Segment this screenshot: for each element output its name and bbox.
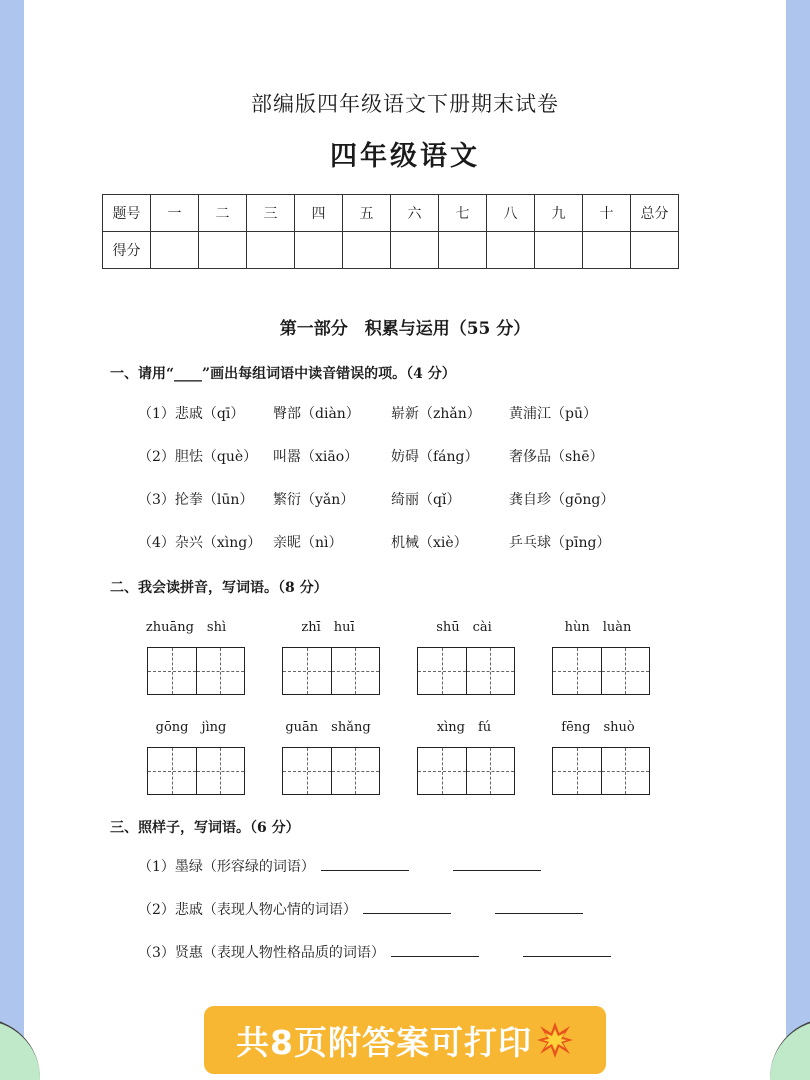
score-cell[interactable]	[583, 232, 631, 269]
word-option[interactable]: 乒乓球（pīng）	[509, 535, 611, 551]
score-cell[interactable]	[295, 232, 343, 269]
word-option[interactable]: 妨碍（fáng）	[391, 449, 479, 465]
pinyin-label: zhuāng shì	[145, 620, 227, 635]
word-option[interactable]: 繁衍（yǎn）	[273, 492, 355, 508]
pinyin-label: guān shǎng	[285, 720, 371, 735]
question-1-row	[138, 489, 614, 509]
writing-grid[interactable]	[417, 647, 515, 695]
score-table-header-row	[103, 195, 679, 232]
word-option[interactable]: 亲昵（nì）	[273, 535, 343, 551]
score-cell[interactable]	[199, 232, 247, 269]
answer-blank[interactable]	[321, 856, 409, 871]
answer-blank[interactable]	[391, 942, 479, 957]
score-cell[interactable]	[151, 232, 199, 269]
question-1-row	[138, 532, 610, 552]
writing-grid[interactable]	[282, 647, 380, 695]
score-table-score-row	[103, 232, 679, 269]
score-header-cell: 二	[199, 195, 247, 232]
word-option[interactable]: 黄浦江（pū）	[509, 406, 597, 422]
question-3-item	[138, 856, 541, 876]
score-header-cell: 六	[391, 195, 439, 232]
answer-blank[interactable]	[453, 856, 541, 871]
word-option[interactable]: 叫嚣（xiāo）	[273, 449, 359, 465]
question-1-heading: 一、请用“____”画出每组词语中读音错误的项。（4 分）	[110, 366, 456, 382]
exam-title: 四年级语文	[330, 141, 480, 172]
score-cell[interactable]	[343, 232, 391, 269]
part-one-title: 第一部分 积累与运用（55 分）	[279, 319, 531, 339]
score-header-cell: 三	[247, 195, 295, 232]
pinyin-label: gōng jìng	[155, 720, 227, 735]
score-header-cell: 八	[487, 195, 535, 232]
pinyin-label: zhī huī	[301, 620, 355, 635]
question-3-item	[138, 942, 611, 962]
score-header-cell: 总分	[631, 195, 679, 232]
pinyin-label: fēng shuò	[561, 720, 635, 735]
word-option[interactable]: （1）悲戚（qī）	[138, 406, 245, 422]
answer-blank[interactable]	[523, 942, 611, 957]
pinyin-label: shū cài	[436, 620, 492, 635]
word-option[interactable]: 龚自珍（gōng）	[509, 492, 615, 508]
question-1-row	[138, 446, 604, 466]
score-header-cell: 十	[583, 195, 631, 232]
word-option[interactable]: 崭新（zhǎn）	[391, 406, 481, 422]
score-cell[interactable]	[535, 232, 583, 269]
word-option[interactable]: 绮丽（qǐ）	[391, 492, 461, 508]
writing-grid[interactable]	[147, 647, 245, 695]
score-cell[interactable]	[391, 232, 439, 269]
word-option[interactable]: （3）抡拳（lūn）	[138, 492, 254, 508]
score-header-cell: 七	[439, 195, 487, 232]
score-header-cell: 题号	[103, 195, 151, 232]
explosion-icon	[536, 1021, 574, 1059]
writing-grid[interactable]	[147, 747, 245, 795]
writing-grid[interactable]	[282, 747, 380, 795]
writing-grid[interactable]	[552, 747, 650, 795]
answer-blank[interactable]	[495, 899, 583, 914]
exam-subtitle: 部编版四年级语文下册期末试卷	[251, 92, 559, 116]
banner-text: 共8页附答案可打印	[236, 1022, 532, 1062]
score-header-cell: 四	[295, 195, 343, 232]
score-row-label: 得分	[103, 232, 151, 269]
pinyin-label: xìng fú	[436, 720, 492, 735]
word-option[interactable]: （2）胆怯（què）	[138, 449, 258, 465]
word-option[interactable]: 机械（xiè）	[391, 535, 468, 551]
score-header-cell: 九	[535, 195, 583, 232]
answer-blank[interactable]	[363, 899, 451, 914]
question-3-item	[138, 899, 583, 919]
writing-grid[interactable]	[552, 647, 650, 695]
download-banner[interactable]	[204, 1006, 606, 1074]
score-header-cell: 五	[343, 195, 391, 232]
word-option[interactable]: 奢侈品（shē）	[509, 449, 604, 465]
score-cell[interactable]	[247, 232, 295, 269]
question-3-prompt: （2）悲戚（表现人物心情的词语）	[138, 902, 357, 918]
question-3-prompt: （1）墨绿（形容绿的词语）	[138, 859, 315, 875]
question-3-heading: 三、照样子，写词语。（6 分）	[110, 820, 300, 836]
question-2-heading: 二、我会读拼音，写词语。（8 分）	[110, 580, 328, 596]
score-header-cell: 一	[151, 195, 199, 232]
writing-grid[interactable]	[417, 747, 515, 795]
score-cell[interactable]	[439, 232, 487, 269]
pinyin-label: hùn luàn	[564, 620, 632, 635]
score-table	[102, 194, 679, 269]
score-cell[interactable]	[487, 232, 535, 269]
question-3-prompt: （3）贤惠（表现人物性格品质的词语）	[138, 945, 385, 961]
word-option[interactable]: （4）杂兴（xìng）	[138, 535, 262, 551]
word-option[interactable]: 臀部（diàn）	[273, 406, 360, 422]
question-1-row	[138, 403, 597, 423]
score-cell[interactable]	[631, 232, 679, 269]
